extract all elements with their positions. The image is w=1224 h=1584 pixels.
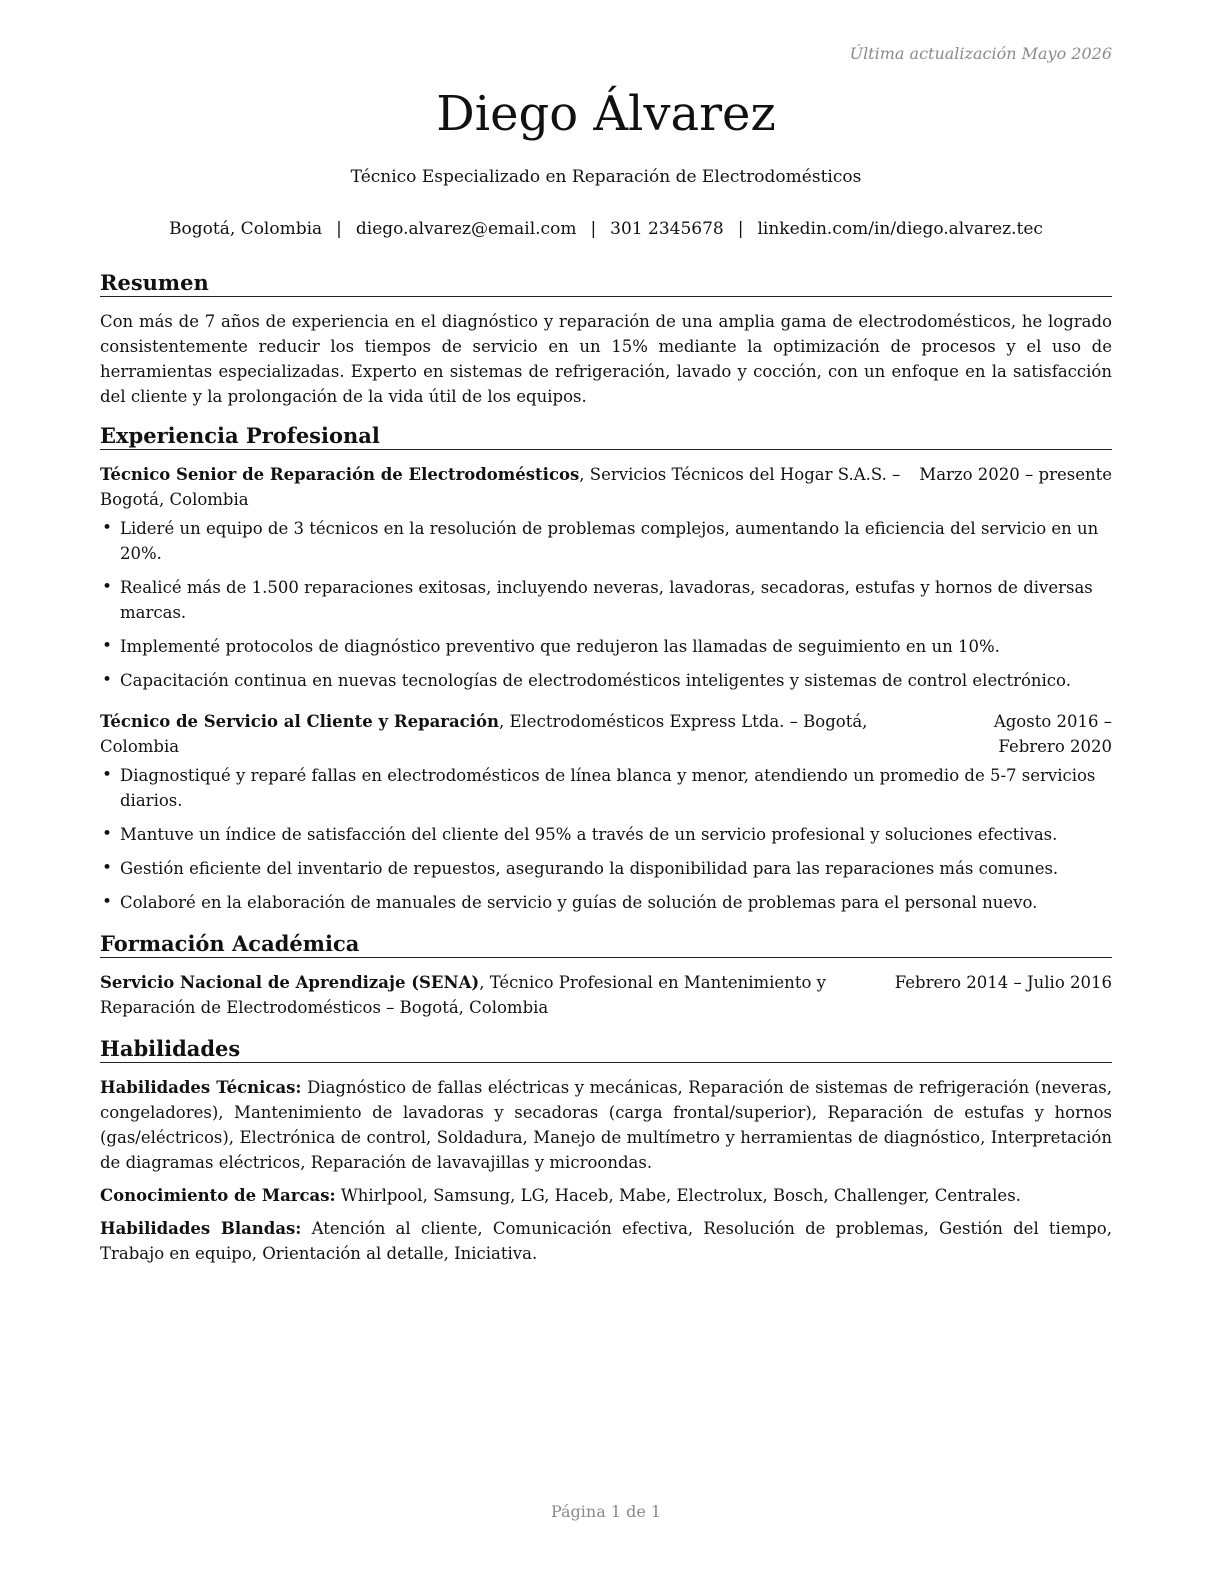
job-role: Técnico Senior de Reparación de Electrodomésticos (100, 465, 580, 484)
job-bullets (100, 763, 1112, 915)
job-role: Técnico de Servicio al Cliente y Reparación (100, 712, 499, 731)
skill-group (100, 1075, 1112, 1175)
job-dates: Agosto 2016 – Febrero 2020 (993, 712, 1112, 756)
job-dates: Marzo 2020 – presente (919, 465, 1112, 484)
resume-content (100, 270, 1112, 1274)
resume-page (100, 0, 1112, 1584)
summary-heading: Resumen (100, 270, 1112, 297)
education-institution: Servicio Nacional de Aprendizaje (SENA) (100, 973, 480, 992)
contact-linkedin[interactable]: linkedin.com/in/diego.alvarez.tec (757, 219, 1043, 239)
list-item: • Lideré un equipo de 3 técnicos en la resolución de problemas complejos, aumentando la eficiencia del servicio en un 20%. (100, 516, 1112, 566)
last-updated: Última actualización Mayo 2026 (849, 44, 1112, 63)
experience-heading: Experiencia Profesional (100, 423, 1112, 450)
skills-heading: Habilidades (100, 1036, 1112, 1063)
job-details: , Electrodomésticos Express Ltda. – Bogotá, Colombia (100, 712, 868, 756)
job-header (100, 462, 1112, 512)
education-dates: Febrero 2014 – Julio 2016 (894, 973, 1112, 992)
contact-location: Bogotá, Colombia (169, 219, 323, 239)
job-header (100, 709, 1112, 759)
list-item: • Realicé más de 1.500 reparaciones exitosas, incluyendo neveras, lavadoras, secadoras, estufas y hornos de diversas marcas. (100, 575, 1112, 625)
job-employer-line (100, 462, 919, 512)
job-entry (100, 709, 1112, 915)
skill-label: Habilidades Blandas: (100, 1219, 302, 1238)
job-entry (100, 462, 1112, 693)
list-item: • Diagnostiqué y reparé fallas en electrodomésticos de línea blanca y menor, atendiendo un promedio de 5-7 servicios diarios. (100, 763, 1112, 813)
job-details: , Servicios Técnicos del Hogar S.A.S. – Bogotá, Colombia (100, 465, 901, 509)
list-item: • Mantuve un índice de satisfacción del cliente del 95% a través de un servicio profesional y soluciones efectivas. (100, 822, 1112, 847)
page-number: Página 1 de 1 (550, 1502, 662, 1521)
job-employer-line (100, 709, 942, 759)
skill-text: Diagnóstico de fallas eléctricas y mecánicas, Reparación de sistemas de refrigeración (neveras, congeladores), Mantenimiento de lavadoras y secadoras (carga frontal/superior), Reparación de estufas y hornos (gas/eléctricos), Electrónica de control, Soldadura, Manejo de multímetro y herramientas de diagnóstico, Interpretación de diagramas eléctricos, Reparación de lavavajillas y microondas. (100, 1078, 1112, 1172)
skill-group (100, 1183, 1112, 1208)
contact-separator: | (336, 219, 342, 239)
skill-text: Whirlpool, Samsung, LG, Haceb, Mabe, Electrolux, Bosch, Challenger, Centrales. (335, 1186, 1021, 1205)
skill-label: Habilidades Técnicas: (100, 1078, 302, 1097)
skill-label: Conocimiento de Marcas: (100, 1186, 336, 1205)
education-details: , Técnico Profesional en Mantenimiento y Reparación de Electrodomésticos – Bogotá, Colombia (100, 973, 826, 1017)
skill-text: Atención al cliente, Comunicación efectiva, Resolución de problemas, Gestión del tiempo, Trabajo en equipo, Orientación al detalle, Iniciativa. (100, 1219, 1112, 1263)
education-heading: Formación Académica (100, 931, 1112, 958)
candidate-name: Diego Álvarez (436, 86, 776, 142)
job-bullets (100, 516, 1112, 693)
list-item: • Implementé protocolos de diagnóstico preventivo que redujeron las llamadas de seguimiento en un 10%. (100, 634, 1112, 659)
skill-group (100, 1216, 1112, 1266)
list-item: • Colaboré en la elaboración de manuales de servicio y guías de solución de problemas para el personal nuevo. (100, 890, 1112, 915)
list-item: • Gestión eficiente del inventario de repuestos, asegurando la disponibilidad para las reparaciones más comunes. (100, 856, 1112, 881)
contact-separator: | (590, 219, 597, 239)
candidate-title: Técnico Especializado en Reparación de Electrodomésticos (350, 167, 862, 187)
summary-text: Con más de 7 años de experiencia en el diagnóstico y reparación de una amplia gama de electrodomésticos, he logrado consistentemente reducir los tiempos de servicio en un 15% mediante la optimización de procesos y el uso de herramientas especializadas. Experto en sistemas de refrigeración, lavado y cocción, con un enfoque en la satisfacción del cliente y la prolongación de la vida útil de los equipos. (100, 312, 1112, 406)
contact-email[interactable]: diego.alvarez@email.com (355, 219, 577, 239)
list-item: • Capacitación continua en nuevas tecnologías de electrodomésticos inteligentes y sistemas de control electrónico. (100, 668, 1112, 693)
education-line (100, 970, 895, 1020)
contact-line (100, 219, 1112, 239)
contact-phone[interactable]: 301 2345678 (610, 219, 724, 239)
education-entry (100, 970, 1112, 1020)
contact-separator: | (737, 219, 744, 239)
